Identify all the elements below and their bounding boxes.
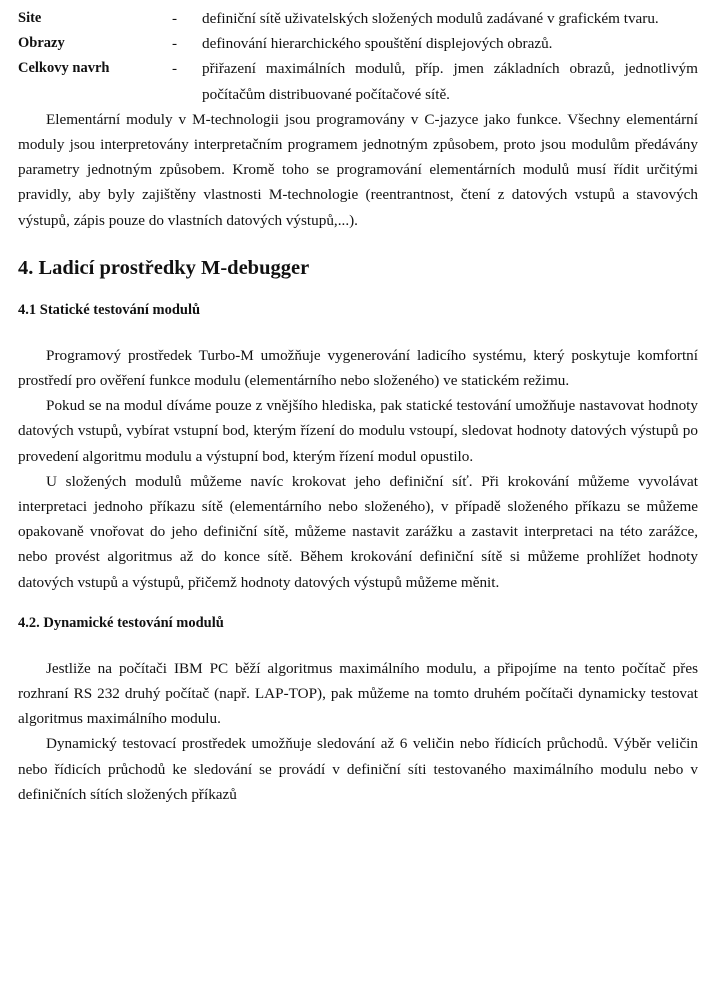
definition-term: Celkovy navrh (18, 60, 110, 77)
definition-dash: - (172, 60, 178, 78)
paragraph: Dynamický testovací prostředek umožňuje sledování až 6 veličin nebo řídicích průchodů. Výběr veličin nebo řídicích průchodů ke sledování se provádí v definiční síti testovaného maximálního modulu nebo v definičních sítích složených příkazů (18, 735, 698, 803)
paragraph: Programový prostředek Turbo-M umožňuje vygenerování ladicího systému, který poskytuje komfortní prostředí pro ověření funkce modulu (elementárního nebo složeného) ve statickém režimu. (18, 346, 698, 390)
definition-term: Site (18, 10, 42, 26)
definition-list (18, 6, 698, 107)
definition-description: přiřazení maximálních modulů, příp. jmen základních obrazů, jednotlivým počítačům distribuované počítačové sítě. (202, 60, 698, 103)
definition-description: definování hierarchického spouštění displejových obrazů. (202, 35, 553, 53)
chapter-heading: 4. Ladicí prostředky M-debugger (18, 256, 310, 279)
definition-item (18, 31, 698, 56)
section-heading-static: 4.1 Statické testování modulů (18, 301, 201, 318)
section-heading-dynamic: 4.2. Dynamické testování modulů (18, 614, 224, 631)
definition-dash: - (172, 35, 178, 53)
paragraph: Pokud se na modul díváme pouze z vnějšího hlediska, pak statické testování umožňuje nastavovat hodnoty datových vstupů, vybírat vstupní bod, kterým řízení do modulu vstoupí, sledovat hodnoty datových výstupů po provedení algoritmu modulu a výstupní bod, kterým řízení modul opustilo. (18, 397, 698, 465)
paragraph: Jestliže na počítači IBM PC běží algoritmus maximálního modulu, a připojíme na tento počítač přes rozhraní RS 232 druhý počítač (např. LAP-TOP), pak můžeme na tomto druhém počítači dynamicky testovat algoritmus maximálního modulu. (18, 659, 698, 728)
definition-term: Obrazy (18, 35, 65, 52)
definition-item (18, 6, 698, 31)
intro-paragraph: Elementární moduly v M-technologii jsou programovány v C-jazyce jako funkce. Všechny elementární moduly jsou interpretovány interpretačním programem jednotným způsobem, proto jsou modulům předávány parametry jednotným způsobem. Kromě toho se programování elementárních modulů musí řídit určitými pravidly, aby byly zajištěny vlastnosti M-technologie (reentrantnost, čtení z datových vstupů a stavových výstupů, zápis pouze do vlastních datových výstupů,...). (18, 110, 698, 229)
paragraph: U složených modulů můžeme navíc krokovat jeho definiční síť. Při krokování můžeme vyvolávat interpretaci jednoho příkazu sítě (elementárního nebo složeného), v případě složeného příkazu se můžeme opakovaně vnořovat do jeho definiční sítě, můžeme nastavit zarážku a zastavit interpretaci na této zarážce, nebo provést algoritmus až do konce sítě. Během krokování definiční sítě si můžeme prohlížet hodnoty datových vstupů a výstupů, přičemž hodnoty datových výstupů můžeme měnit. (18, 472, 698, 591)
definition-description: definiční sítě uživatelských složených modulů zadávané v grafickém tvaru. (202, 10, 659, 27)
definition-item (18, 56, 698, 106)
definition-dash: - (172, 10, 178, 27)
